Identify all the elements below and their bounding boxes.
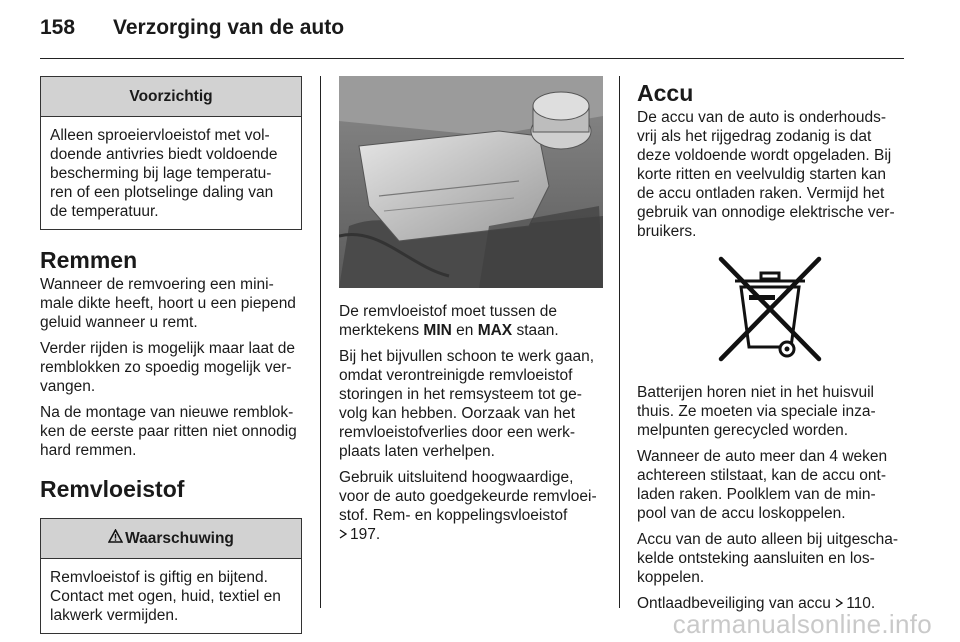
warning-box-title: Waarschuwing <box>125 530 234 547</box>
warning-box <box>40 518 302 634</box>
header-rule <box>40 58 904 59</box>
reference-arrow-icon <box>339 525 347 544</box>
column-divider-2 <box>619 76 620 608</box>
max-mark: MAX <box>477 322 513 339</box>
column-right <box>637 76 903 620</box>
caution-box-title: Voorzichtig <box>41 77 301 117</box>
remvloeistof-paragraph-3 <box>339 468 603 544</box>
column-middle <box>339 76 603 551</box>
p1-text-a: De remvloeistof moet tussen de merktekens <box>339 303 557 339</box>
disposal-symbol <box>637 253 903 365</box>
page-number: 158 <box>40 16 76 39</box>
page-reference-110[interactable]: 110. <box>846 595 876 612</box>
accu-paragraph-4: Accu van de auto alleen bij uitgescha-kelde ontsteking aansluiten en los-koppelen. <box>637 531 899 586</box>
accu-paragraph-1: De accu van de auto is onderhouds-vrij als het rijgedrag zodanig is dat deze voldoende wordt opgeladen. Bij korte ritten en veelvuldig starten kan de accu ontladen raken. Vermijd het gebruik van onnodige elektrische ver-bruikers. <box>637 109 895 240</box>
p1-text-c: staan. <box>512 322 559 339</box>
section-heading-remmen: Remmen <box>40 247 138 273</box>
accu-paragraph-2: Batterijen horen niet in het huisvuil thuis. Ze moeten via speciale inza-melpunten gerecycled worden. <box>637 384 876 439</box>
crossed-bin-icon <box>637 253 903 365</box>
caution-box <box>40 76 302 230</box>
p3-text: Gebruik uitsluitend hoogwaardige, voor de auto goedgekeurde remvloei-stof. Rem- en koppelingsvloeistof <box>339 469 597 524</box>
section-heading-remvloeistof: Remvloeistof <box>40 476 185 502</box>
page-reference-197[interactable]: 197. <box>350 526 381 543</box>
warning-box-header <box>41 519 301 559</box>
warning-triangle-icon <box>108 529 123 548</box>
column-divider-1 <box>320 76 321 608</box>
remvloeistof-paragraph-1 <box>339 302 603 340</box>
brake-fluid-reservoir-photo <box>339 76 603 288</box>
site-watermark: carmanualsonline.info <box>672 609 932 639</box>
min-mark: MIN <box>423 322 452 339</box>
remmen-paragraph-3: Na de montage van nieuwe remblok-ken de eerste paar ritten niet onnodig hard remmen. <box>40 404 297 459</box>
caution-box-text: Alleen sproeiervloeistof met vol-doende antivries biedt voldoende bescherming bij lage temperatu-ren of een plotselinge daling van de temperatuur. <box>50 127 278 220</box>
accu-paragraph-3: Wanneer de auto meer dan 4 weken achtereen stilstaat, kan de accu ont-laden raken. Poolklem van de min-pool van de accu loskoppelen. <box>637 448 888 522</box>
p1-text-b: en <box>451 322 478 339</box>
column-left <box>40 76 302 634</box>
remvloeistof-paragraph-2: Bij het bijvullen schoon te werk gaan, omdat verontreinigde remvloeistof storingen in het remsysteem tot ge-volg kan hebben. Oorzaak van het remvloeistofverlies door een werk-plaats laten verhelpen. <box>339 348 595 460</box>
section-heading-accu: Accu <box>637 80 694 106</box>
remmen-paragraph-2: Verder rijden is mogelijk maar laat de remblokken zo spoedig mogelijk ver-vangen. <box>40 340 296 395</box>
remmen-paragraph-1: Wanneer de remvoering een mini-male dikte heeft, hoort u een piepend geluid wanneer u remt. <box>40 276 296 331</box>
p5-text: Ontlaadbeveiliging van accu <box>637 595 831 612</box>
page-title: Verzorging van de auto <box>113 16 345 39</box>
warning-box-text: Remvloeistof is giftig en bijtend. Contact met ogen, huid, textiel en lakwerk vermijden. <box>50 569 281 624</box>
